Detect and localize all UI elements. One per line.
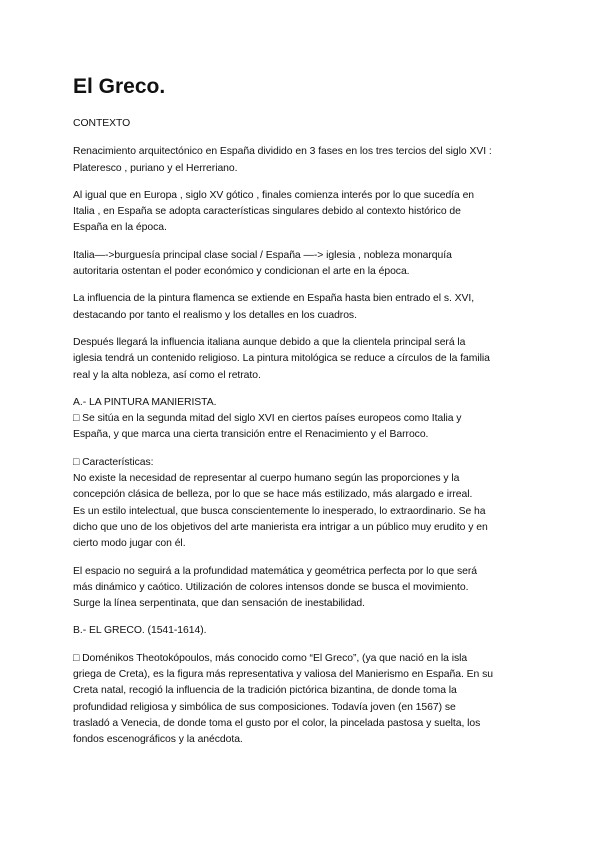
paragraph-espacio — [73, 564, 533, 613]
text-line: Surge la línea serpentinata, que dan sensación de inestabilidad. — [73, 598, 365, 610]
paragraph-italiana — [73, 335, 533, 384]
section-label-contexto — [73, 116, 533, 132]
text-line: Al igual que en Europa , siglo XV gótico , finales comienza interés por lo que sucedía en — [73, 189, 475, 201]
page-title: El Greco. — [73, 75, 166, 98]
section-el-greco — [73, 623, 533, 639]
paragraph-flamenca — [73, 291, 533, 324]
text-line: cierto modo jugar con él. — [73, 538, 186, 550]
text-line: profundidad religiosa y simbólica de sus composiciones. Todavía joven (en 1567) se — [73, 701, 456, 713]
text-line: Creta natal, recogió la influencia de la tradición pictórica bizantina, de donde toma la — [73, 685, 457, 697]
section-heading: B.- EL GRECO. (1541-1614). — [73, 625, 207, 637]
text-line: trasladó a Venecia, de donde toma el gusto por el color, la pincelada pastosa y suelta, los — [73, 717, 481, 729]
section-heading: A.- LA PINTURA MANIERISTA. — [73, 396, 217, 408]
text-line: El espacio no seguirá a la profundidad matemática y geométrica perfecta por lo que será — [73, 565, 478, 577]
paragraph-caracteristicas — [73, 455, 533, 553]
text-line: Después llegará la influencia italiana aunque debido a que la clientela principal será la — [73, 336, 466, 348]
paragraph-europa — [73, 188, 533, 237]
paragraph-renacimiento — [73, 144, 533, 177]
text-line: España, y que marca una cierta transición entre el Renacimiento y el Barroco. — [73, 429, 429, 441]
subheading: □ Características: — [73, 456, 154, 468]
text-line: griega de Creta), es la figura más representativa y valiosa del Manierismo en España. En su — [73, 669, 493, 681]
text-line: concepción clásica de belleza, por lo que se hace más estilizado, más alargado e irreal. — [73, 489, 473, 501]
text-line: España en la época. — [73, 222, 167, 234]
text-line: iglesia tendrá un contenido religioso. La pintura mitológica se reduce a círculos de la familia — [73, 353, 490, 365]
text-line: Plateresco , puriano y el Herreriano. — [73, 162, 238, 174]
text-line: CONTEXTO — [73, 118, 131, 129]
text-line: Renacimiento arquitectónico en España dividido en 3 fases en los tres tercios del siglo XVI : — [73, 146, 492, 158]
text-line: real y la alta nobleza, así como el retrato. — [73, 369, 261, 381]
paragraph-domenikos — [73, 651, 533, 749]
text-line: □ Doménikos Theotokópoulos, más conocido como “El Greco”, (ya que nació en la isla — [73, 652, 468, 664]
text-line: Es un estilo intelectual, que busca conscientemente lo inesperado, lo extraordinario. Se ha — [73, 505, 486, 517]
text-line: Italia—->burguesía principal clase social / España —-> iglesia , nobleza monarquía — [73, 249, 452, 261]
text-line: Italia , en España se adopta características singulares debido al contexto histórico de — [73, 206, 461, 218]
text-line: La influencia de la pintura flamenca se extiende en España hasta bien entrado el s. XVI, — [73, 293, 475, 305]
text-line: □ Se sitúa en la segunda mitad del siglo XVI en ciertos países europeos como Italia y — [73, 413, 462, 425]
text-line: fondos escenográficos y la anécdota. — [73, 734, 243, 746]
paragraph-italia-espana — [73, 248, 533, 281]
text-line: más dinámico y caótico. Utilización de colores intensos donde se busca el movimiento. — [73, 581, 469, 593]
text-line: autoritaria ostentan el poder económico y condicionan el arte en la época. — [73, 266, 410, 278]
text-line: destacando por tanto el realismo y los detalles en los cuadros. — [73, 309, 357, 321]
text-line: dicho que uno de los objetivos del arte manierista era intrigar a un público muy erudito y en — [73, 521, 488, 533]
document-page — [73, 72, 533, 749]
section-manierista — [73, 395, 533, 444]
text-line: No existe la necesidad de representar al cuerpo humano según las proporciones y la — [73, 473, 460, 485]
